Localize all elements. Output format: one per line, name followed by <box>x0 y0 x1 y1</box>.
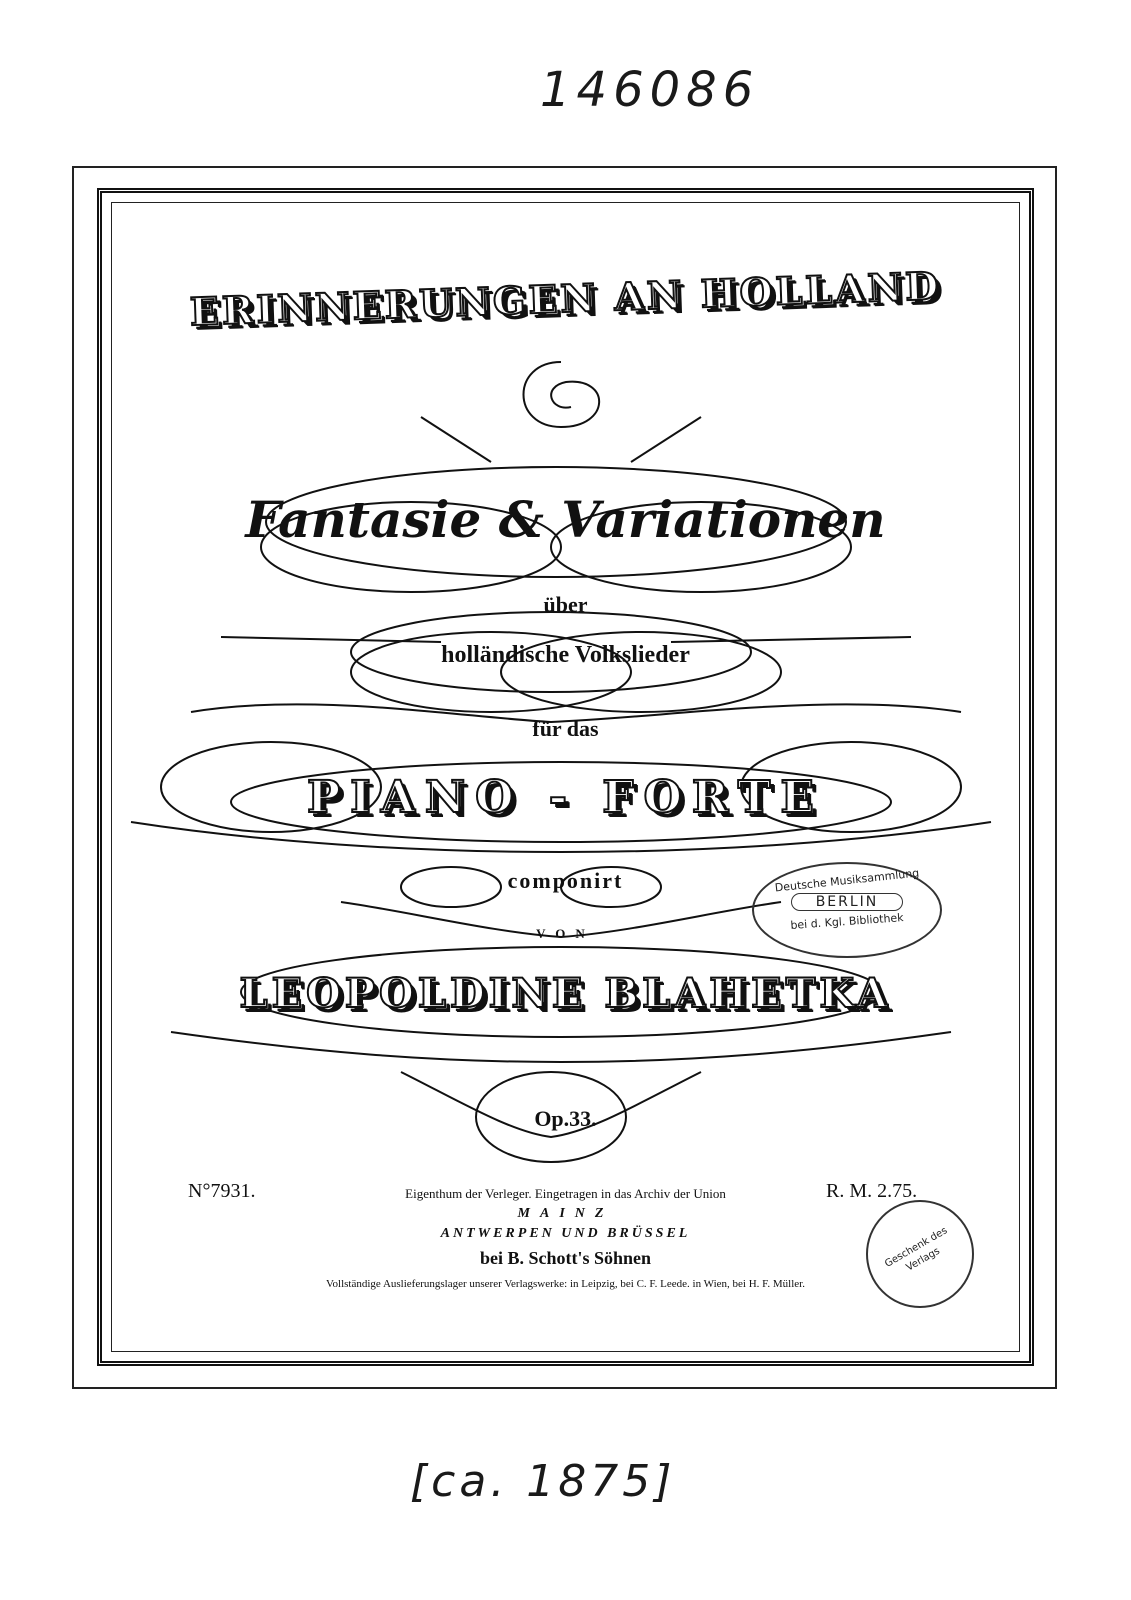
publisher: bei B. Schott's Söhnen <box>479 1248 652 1268</box>
library-stamp-line3: bei d. Kgl. Bibliothek <box>789 911 905 932</box>
work-title: Fantasie & Variationen <box>245 490 886 549</box>
over-text: über <box>543 592 588 617</box>
library-stamp-line1: Deutsche Musiksammlung <box>774 866 920 895</box>
heading-title: ERINNERUNGEN AN HOLLAND <box>189 262 942 335</box>
date-note: [ca. 1875] <box>410 1456 676 1507</box>
library-stamp-line2: BERLIN <box>791 893 903 911</box>
rights-notice: Eigenthum der Verleger. Eingetragen in das Archiv der Union <box>405 1186 726 1201</box>
catalog-number: 146086 <box>540 62 760 118</box>
composer-name: LEOPOLDINE BLAHETKA <box>239 970 892 1017</box>
by-text: VON <box>536 926 595 941</box>
city-antwerp-brussels: ANTWERPEN UND BRÜSSEL <box>440 1226 691 1241</box>
gift-stamp <box>866 1200 974 1308</box>
distribution-note: Vollständige Auslieferungslager unserer Verlagswerke: in Leipzig, bei C. F. Leede. in Wien, bei H. F. Müller. <box>326 1278 805 1290</box>
opus-number: Op.33. <box>534 1106 597 1131</box>
gift-stamp-text: Geschenk des Verlags <box>883 1225 950 1274</box>
plate-number: N°7931. <box>188 1180 256 1202</box>
for-the-text: für das <box>532 716 599 741</box>
subject-text: holländische Volkslieder <box>441 642 690 668</box>
price: R. M. 2.75. <box>826 1180 918 1202</box>
composed-text: componirt <box>507 868 624 893</box>
library-stamp <box>752 862 942 958</box>
instrument-title: PIANO - FORTE <box>307 772 824 823</box>
city-mainz: MAINZ <box>517 1206 614 1221</box>
